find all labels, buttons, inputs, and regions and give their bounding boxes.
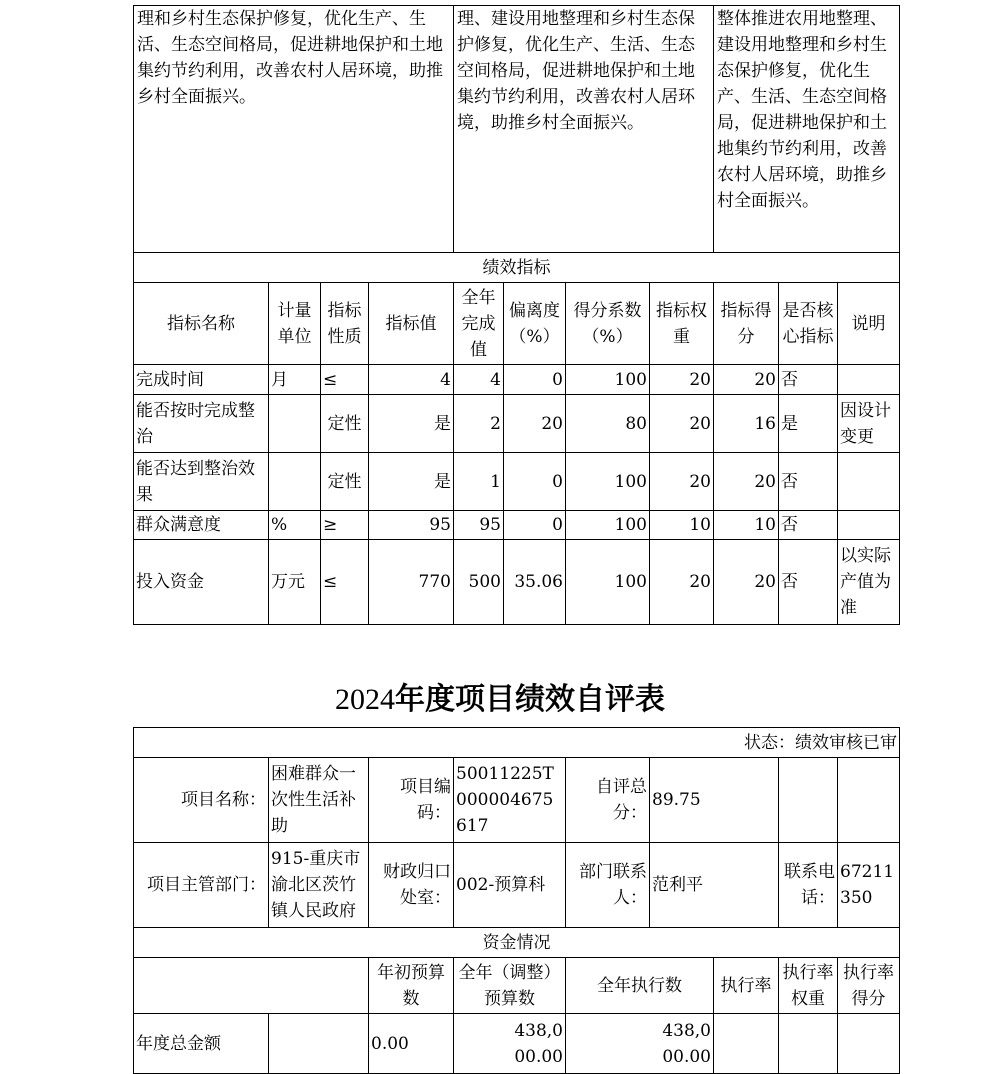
cell: 定性: [321, 453, 369, 511]
cell: [838, 365, 900, 395]
cell: 是: [779, 395, 838, 453]
col-header: 指标值: [369, 283, 454, 365]
cell: 群众满意度: [134, 511, 269, 540]
cell: 20: [650, 365, 714, 395]
initial-budget: 0.00: [369, 1014, 454, 1074]
cell: 否: [779, 540, 838, 625]
table-row: [134, 540, 900, 625]
finance-value: 002-预算科: [454, 843, 566, 928]
cell: 否: [779, 511, 838, 540]
empty-cell: [838, 1014, 900, 1074]
contact-label: 部门联系人：: [566, 843, 650, 928]
table-row: [134, 453, 900, 511]
cell: 80: [566, 395, 650, 453]
cell: 100: [566, 365, 650, 395]
cell: 万元: [269, 540, 321, 625]
phone-value: 67211350: [838, 843, 900, 928]
table-row: [134, 511, 900, 540]
table-row: [134, 365, 900, 395]
table-row: [134, 1014, 900, 1074]
col-header: 指标性质: [321, 283, 369, 365]
cell: 100: [566, 511, 650, 540]
cell: [838, 453, 900, 511]
cell: 95: [369, 511, 454, 540]
cell: ≤: [321, 540, 369, 625]
funds-row-label: 年度总金额: [134, 1014, 269, 1074]
dept-value: 915-重庆市渝北区茨竹镇人民政府: [269, 843, 369, 928]
cell: 10: [714, 511, 779, 540]
col-header: 指标得分: [714, 283, 779, 365]
cell: 是: [369, 395, 454, 453]
cell: 10: [650, 511, 714, 540]
col-header: 指标权重: [650, 283, 714, 365]
intro-cell-2: 理、建设用地整理和乡村生态保护修复，优化生产、生活、生态空间格局，促进耕地保护和土地集约节约利用，改善农村人居环境，助推乡村全面振兴。: [454, 6, 714, 253]
cell: 100: [566, 453, 650, 511]
col-header: 是否核心指标: [779, 283, 838, 365]
cell: 100: [566, 540, 650, 625]
project-name-label: 项目名称：: [134, 758, 269, 843]
table-row: [134, 395, 900, 453]
empty-cell: [779, 758, 838, 843]
cell: 0: [504, 453, 566, 511]
empty-cell: [779, 1014, 838, 1074]
col-header: 偏离度（%）: [504, 283, 566, 365]
cell: 20: [714, 365, 779, 395]
cell: ≤: [321, 365, 369, 395]
executed-amount: 438,000.00: [566, 1014, 714, 1074]
cell: 定性: [321, 395, 369, 453]
cell: 4: [369, 365, 454, 395]
title-year: 2024: [335, 683, 395, 716]
cell: 0: [504, 365, 566, 395]
col-header: 执行率权重: [779, 958, 838, 1014]
col-header: [369, 958, 454, 1014]
cell: 完成时间: [134, 365, 269, 395]
funds-header-row: [134, 958, 900, 1014]
col-header: 指标名称: [134, 283, 269, 365]
empty-cell: [269, 1014, 369, 1074]
adjusted-budget: 438,000.00: [454, 1014, 566, 1074]
cell: 20: [504, 395, 566, 453]
project-name: 困难群众一次性生活补助: [269, 758, 369, 843]
empty-cell: [714, 1014, 779, 1074]
intro-cell-1: 理和乡村生态保护修复，优化生产、生活、生态空间格局，促进耕地保护和土地集约节约利用，改善农村人居环境，助推乡村全面振兴。: [134, 6, 454, 253]
cell: 770: [369, 540, 454, 625]
project-code-label: 项目编码：: [369, 758, 454, 843]
self-eval-table: [133, 727, 900, 1074]
cell: 1: [454, 453, 504, 511]
cell: %: [269, 511, 321, 540]
page-title: [0, 678, 1000, 722]
cell: 20: [714, 453, 779, 511]
department-row: [134, 843, 900, 928]
cell: 否: [779, 365, 838, 395]
cell: 500: [454, 540, 504, 625]
cell: ≥: [321, 511, 369, 540]
contact-value: 范利平: [650, 843, 779, 928]
cell: [269, 453, 321, 511]
cell: 月: [269, 365, 321, 395]
cell: [838, 511, 900, 540]
col-header: 全年（调整）预算数: [454, 958, 566, 1014]
cell: 能否达到整治效果: [134, 453, 269, 511]
cell: 20: [714, 540, 779, 625]
cell: 95: [454, 511, 504, 540]
col-header: 说明: [838, 283, 900, 365]
perf-section-title: 绩效指标: [134, 253, 900, 283]
cell: 投入资金: [134, 540, 269, 625]
col-header: 计量单位: [269, 283, 321, 365]
intro-row: [134, 6, 900, 253]
cell: 2: [454, 395, 504, 453]
intro-cell-3: 整体推进农用地整理、建设用地整理和乡村生态保护修复，优化生产、生活、生态空间格局，促进耕地保护和土地集约节约利用，改善农村人居环境，助推乡村全面振兴。: [714, 6, 900, 253]
cell: [269, 395, 321, 453]
cell: 16: [714, 395, 779, 453]
col-header: 执行率得分: [838, 958, 900, 1014]
cell: 是: [369, 453, 454, 511]
cell: 20: [650, 540, 714, 625]
status-text: 状态：绩效审核已审: [134, 728, 900, 758]
finance-label: 财政归口处室：: [369, 843, 454, 928]
phone-label: 联系电话：: [779, 843, 838, 928]
col-header-text: 年初预算数: [377, 962, 445, 1009]
cell: 能否按时完成整治: [134, 395, 269, 453]
cell: 4: [454, 365, 504, 395]
cell: 因设计变更: [838, 395, 900, 453]
title-text: 年度项目绩效自评表: [395, 682, 665, 717]
performance-table: [133, 5, 900, 625]
empty-cell: [838, 758, 900, 843]
cell: 否: [779, 453, 838, 511]
cell: 20: [650, 395, 714, 453]
col-header: 执行率: [714, 958, 779, 1014]
score-label: 自评总分：: [566, 758, 650, 843]
cell: 以实际产值为准: [838, 540, 900, 625]
score-value: 89.75: [650, 758, 779, 843]
empty-cell: [134, 958, 369, 1014]
cell: 20: [650, 453, 714, 511]
cell: 35.06: [504, 540, 566, 625]
project-code: 50011225T000004675617: [454, 758, 566, 843]
project-row: [134, 758, 900, 843]
col-header: 全年完成值: [454, 283, 504, 365]
funds-section-title: 资金情况: [134, 928, 900, 958]
col-header: 全年执行数: [566, 958, 714, 1014]
col-header: 得分系数（%）: [566, 283, 650, 365]
perf-header-row: [134, 283, 900, 365]
dept-label: 项目主管部门：: [134, 843, 269, 928]
cell: 0: [504, 511, 566, 540]
